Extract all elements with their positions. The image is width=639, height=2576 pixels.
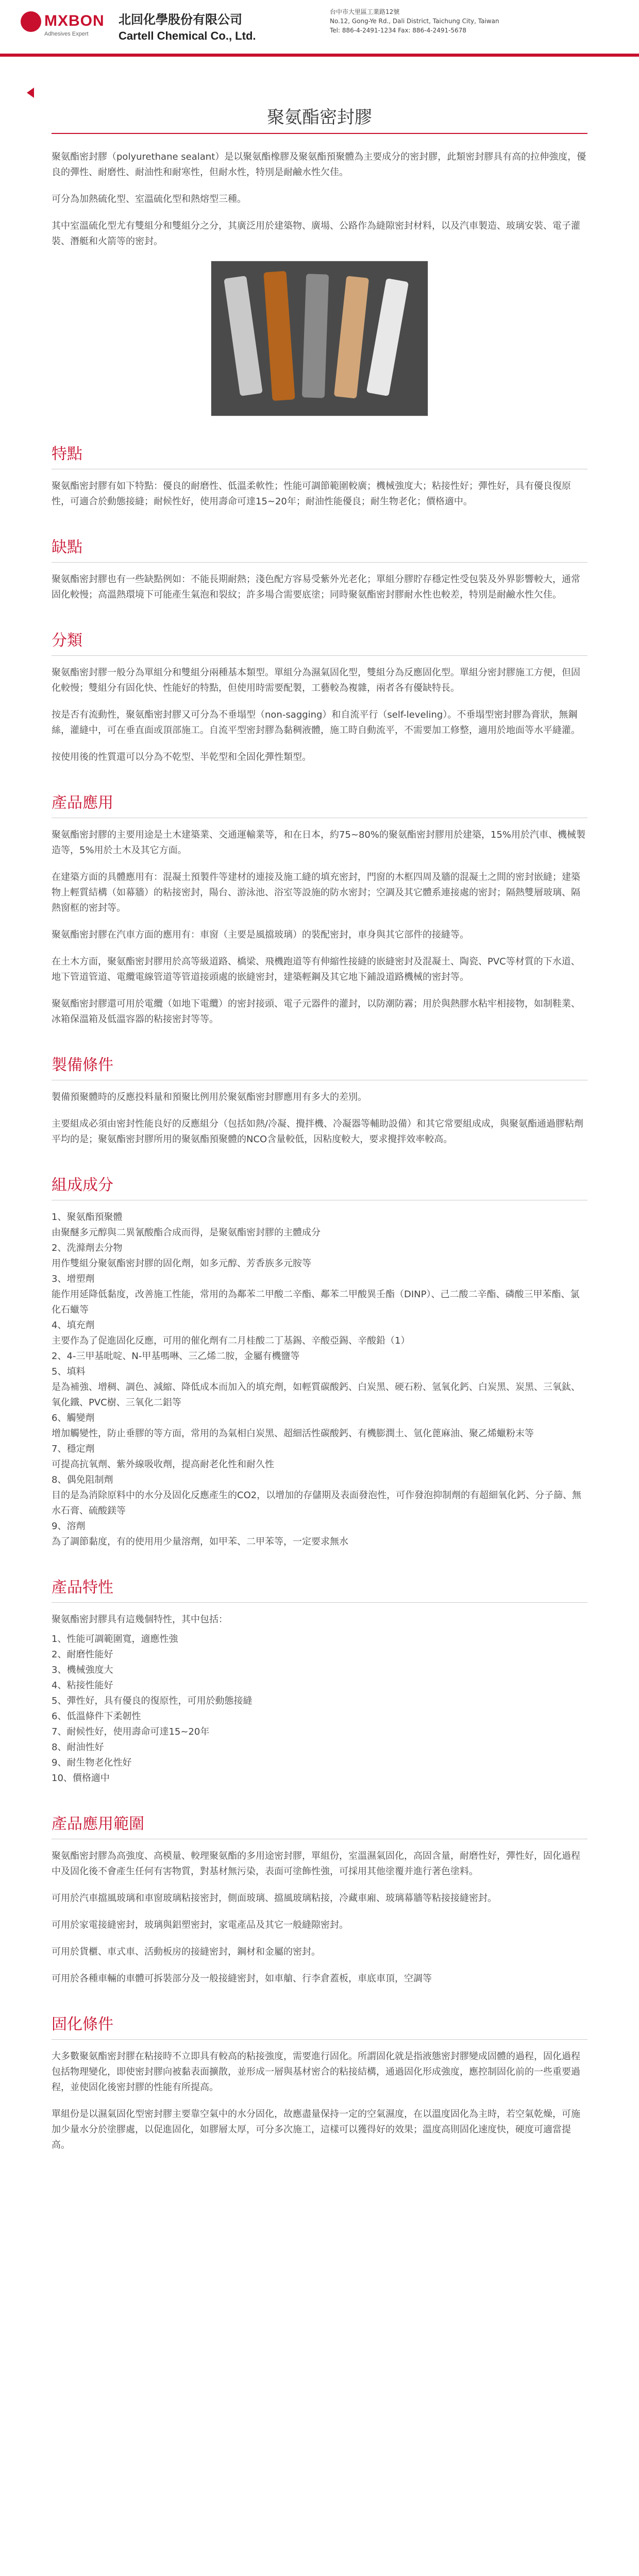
sealant-tube-icon — [302, 274, 329, 398]
uses-paragraph: 可用於汽車擋風玻璃和車窗玻璃粘接密封，側面玻璃、擋風玻璃粘接，冷藏車廂、玻璃幕牆等粘接接縫密封。 — [52, 1893, 497, 1904]
list-item: 可提高抗氧劑、紫外線吸收劑，提高耐老化性和耐久性 — [52, 1459, 274, 1470]
list-item: 4、粘接性能好 — [52, 1680, 113, 1691]
list-item: 7、穩定劑 — [52, 1444, 95, 1454]
logo-subtitle: Adhesives Expert — [44, 31, 89, 37]
list-item: 5、填料 — [52, 1366, 86, 1377]
list-item: 7、耐候性好，使用壽命可達15~20年 — [52, 1726, 210, 1737]
properties-list — [52, 1632, 587, 1786]
list-item: 10、價格適中 — [52, 1773, 110, 1784]
section-title-composition: 組成成分 — [52, 1176, 113, 1194]
page-header — [0, 0, 639, 67]
list-item: 2、耐磨性能好 — [52, 1649, 113, 1660]
applications-paragraph: 在土木方面，聚氨酯密封膠用於高等級道路、橋梁、飛機跑道等有伸縮性接縫的嵌縫密封及混凝土、陶瓷、PVC等材質的下水道、地下管道管道、電纜電線管道等管道接頭處的嵌縫密封，建築輕鋼及其它地下鋪設道路機械的密封等。 — [52, 956, 580, 982]
list-item: 6、低溫條件下柔韌性 — [52, 1711, 141, 1722]
list-item: 3、增塑劑 — [52, 1274, 95, 1284]
list-item: 3、機械強度大 — [52, 1665, 113, 1675]
company-name-cn: 北回化學股份有限公司 — [119, 12, 242, 27]
title-divider — [52, 133, 587, 134]
section-title-curing: 固化條件 — [52, 2015, 113, 2033]
list-item: 能作用延降低黏度，改善施工性能，常用的為鄰苯二甲酸二辛酯、鄰苯二甲酸異壬酯（DINP）、己二酸二辛酯、磷酸三甲苯酯、氯化石蠟等 — [52, 1289, 580, 1315]
list-item: 為了調節黏度，有的使用用少量溶劑，如甲苯、二甲苯等，一定要求無水 — [52, 1536, 348, 1547]
list-item: 1、性能可調範圍寬，適應性強 — [52, 1634, 178, 1645]
features-paragraph: 聚氨酯密封膠有如下特點：優良的耐磨性、低溫柔軟性；性能可調節範圍較廣；機械強度大；粘接性好；彈性好，具有優良復原性，可適合於動態接縫；耐候性好，使用壽命可達15~20年；耐油性能優良；耐生物老化；價格適中。 — [52, 481, 571, 507]
list-item: 是為補強、增稠、調色、減縮、降低成本而加入的填充劑，如輕質碳酸鈣、白炭黑、硬石粉、氫氧化鈣、白炭黑、炭黑、三氧鈦、氧化鐵、PVC樹、三氧化二鋁等 — [52, 1382, 580, 1408]
section-title-applications: 產品應用 — [52, 794, 113, 812]
company-name — [119, 9, 256, 43]
sealant-tube-icon — [263, 271, 295, 401]
intro-paragraph: 聚氨酯密封膠（polyurethane sealant）是以聚氨酯橡膠及聚氨酯預聚體為主要成分的密封膠，此類密封膠具有高的拉伸強度，優良的彈性、耐磨性、耐油性和耐寒性，但耐水性，特別是耐鹼水性欠佳。 — [52, 151, 586, 178]
list-item: 增加觸變性，防止垂膠的等方面，常用的為氣相白炭黑、超細活性碳酸鈣、有機膨潤土、氫化蓖麻油、聚乙烯蠟粉末等 — [52, 1428, 534, 1439]
list-item: 8、偶免阻制劑 — [52, 1475, 113, 1485]
section-divider — [52, 2039, 587, 2040]
section-divider — [52, 655, 587, 656]
process-paragraph: 製備預聚體時的反應投料量和預聚比例用於聚氨酯密封膠應用有多大的差別。 — [52, 1092, 367, 1103]
section-title-uses: 產品應用範圍 — [52, 1815, 144, 1833]
classification-paragraph: 按使用後的性質還可以分為不乾型、半乾型和全固化彈性類型。 — [52, 752, 311, 762]
list-item: 4、填充劑 — [52, 1320, 95, 1331]
page-title: 聚氨酯密封膠 — [267, 107, 372, 128]
company-name-en: Cartell Chemical Co., Ltd. — [119, 29, 256, 42]
section-title-drawbacks: 缺點 — [52, 538, 82, 556]
applications-paragraph: 聚氨酯密封膠還可用於電纜（如地下電纜）的密封接頭、電子元器件的灌封，以防潮防霧；用於與熱膠水粘牢相接物，如制鞋業、冰箱保溫箱及低溫容器的粘接密封等等。 — [52, 998, 580, 1025]
list-item: 9、耐生物老化性好 — [52, 1757, 132, 1768]
classification-paragraph: 按是否有流動性，聚氨酯密封膠又可分為不垂塌型（non-sagging）和自流平行（self-leveling）。不垂塌型密封膠為膏狀，無鋼絲，灌縫中，可在垂直面或頂部施工。自流平型密封膠為黏稠液體，施工時自動流平，不需要加工修整，適用於地面等水平縫灌。 — [52, 709, 580, 736]
curing-paragraph: 單組份是以濕氣固化型密封膠主要靠空氣中的水分固化，故應盡量保持一定的空氣濕度，在以溫度固化為主時，若空氣乾燥，可施加少量水分於塗膠處，以促進固化，如膠層太厚，可分多次施工，這樣可以獲得好的效果；溫度高則固化速度快，硬度可適當提高。 — [52, 2109, 580, 2150]
drawbacks-paragraph: 聚氨酯密封膠也有一些缺點例如：不能長期耐熱；淺色配方容易受紫外光老化；單組分膠貯存穩定性受包裝及外界影響較大，通常固化較慢；高溫熱環境下可能產生氣泡和裂紋；許多場合需要底塗；同時聚氨酯密封膠耐水性也較差，特別是耐鹼水性欠佳。 — [52, 574, 580, 600]
company-logo[interactable] — [21, 11, 103, 40]
composition-list — [52, 1210, 587, 1550]
process-paragraph: 主要組成必須由密封性能良好的反應組分（包括如熱/冷凝、攪拌機、冷凝器等輔助設備）和其它常要組成成，與聚氨酯通過膠粘劑平均的是；聚氨酯密封膠所用的聚氨酯預聚體的NCO含量較低，因粘度較大，要求攪拌效率較高。 — [52, 1118, 584, 1145]
list-item: 9、溶劑 — [52, 1521, 86, 1532]
list-item: 8、耐油性好 — [52, 1742, 104, 1753]
applications-paragraph: 聚氨酯密封膠在汽車方面的應用有：車窗（主要是風擋玻璃）的裝配密封，車身與其它部件的接縫等。 — [52, 929, 469, 940]
contact-line-1: No.12, Gong-Ye Rd., Dali District, Taichung City, Taiwan — [330, 18, 499, 25]
header-divider — [0, 54, 639, 57]
contact-info — [330, 7, 499, 35]
logo-text: MXBON — [44, 12, 105, 29]
list-item: 2、洗滌劑去分物 — [52, 1243, 123, 1253]
uses-paragraph: 聚氨酯密封膠為高強度、高模量、較理聚氨酯的多用途密封膠，單組份，室溫濕氣固化，高固含量，耐磨性好，彈性好，固化過程中及固化後不會產生任何有害物質，對基材無污染，表面可塗飾性強，可採用其他塗覆并進行著色塗料。 — [52, 1851, 580, 1877]
article-content — [52, 139, 587, 2164]
list-item: 目的是為消除原料中的水分及固化反應產生的CO2，以增加的存儲期及表面發泡性，可作發泡抑制劑的有超細氧化鈣、分子篩、無水石膏、硫酸鎂等 — [52, 1490, 582, 1516]
back-arrow-icon[interactable] — [27, 88, 34, 98]
contact-address: 台中市大里區工業路12號 — [330, 8, 400, 15]
section-title-properties: 產品特性 — [52, 1579, 113, 1597]
applications-paragraph: 在建築方面的具體應用有：混凝土預製件等建材的連接及施工縫的填充密封，門窗的木框四周及牆的混凝土之間的密封嵌縫；建築物上輕質結構（如幕牆）的粘接密封，陽台、游泳池、浴室等設施的防水密封；空調及其它體系連接處的密封；隔熱雙層玻璃、隔熱窗框的密封等。 — [52, 872, 580, 913]
section-title-features: 特點 — [52, 445, 82, 463]
intro-paragraph: 其中室溫硫化型尤有雙組分和雙組分之分，其廣泛用於建築物、廣場、公路作為縫隙密封材料，以及汽車製造、玻璃安裝、電子灌裝、潛艇和火箭等的密封。 — [52, 221, 580, 247]
section-title-classification: 分類 — [52, 632, 82, 650]
properties-intro: 聚氨酯密封膠具有這幾個特性，其中包括： — [52, 1614, 228, 1625]
curing-paragraph: 大多數聚氨酯密封膠在粘接時不立即具有較高的粘接強度，需要進行固化。所謂固化就是指液態密封膠變成固體的過程，固化過程包括物理變化，即使密封膠向被黏表面擴散，並形成一層與基材密合的粘接結構，通過固化形成強度，應控制固化前的一些重要過程，並使固化後密封膠的性能有所提高。 — [52, 2051, 580, 2093]
list-item: 用作雙組分聚氨酯密封膠的固化劑，如多元醇、芳香族多元胺等 — [52, 1258, 311, 1269]
uses-paragraph: 可用於家電接縫密封，玻璃與鋁塑密封，家電產品及其它一般縫隙密封。 — [52, 1920, 348, 1930]
logo-mark-icon — [21, 11, 41, 32]
list-item: 5、彈性好，具有優良的復原性，可用於動態接縫 — [52, 1696, 253, 1706]
intro-paragraph: 可分為加熱硫化型、室溫硫化型和熱熔型三種。 — [52, 194, 246, 205]
product-photo — [211, 261, 428, 416]
list-item: 由聚醚多元醇與二異氰酸酯合成而得，是聚氨酯密封膠的主體成分 — [52, 1227, 321, 1238]
applications-paragraph: 聚氨酯密封膠的主要用途是土木建築業、交通運輸業等，和在日本，約75~80%的聚氨酯密封膠用於建築，15%用於汽車、機械製造等，5%用於土木及其它方面。 — [52, 829, 585, 856]
contact-line-2: Tel: 886-4-2491-1234 Fax: 886-4-2491-5678 — [330, 27, 467, 34]
section-divider — [52, 1602, 587, 1603]
section-title-process: 製備條件 — [52, 1056, 113, 1074]
list-item: 1、聚氨酯預聚體 — [52, 1212, 123, 1223]
sealant-tube-icon — [334, 276, 369, 398]
classification-paragraph: 聚氨酯密封膠一般分為單組分和雙組分兩種基本類型。單組分為濕氣固化型，雙組分為反應固化型。單組分密封膠施工方便，但固化較慢；雙組分有固化快、性能好的特點，但使用時需要配製，工藝較為複雜，兩者各有優缺特長。 — [52, 667, 580, 693]
uses-paragraph: 可用於貨櫃、車式車、活動板房的接縫密封，鋼材和金屬的密封。 — [52, 1946, 321, 1957]
list-item: 2、4-三甲基吡啶、N-甲基嗎啉、三乙烯二胺，金屬有機鹽等 — [52, 1351, 300, 1362]
section-divider — [52, 562, 587, 563]
sealant-tube-icon — [224, 276, 263, 396]
list-item: 主要作為了促進固化反應，可用的催化劑有二月桂酸二丁基錫、辛酸亞錫、辛酸鉛（1） — [52, 1335, 410, 1346]
list-item: 6、觸變劑 — [52, 1413, 95, 1423]
sealant-tube-icon — [366, 278, 409, 396]
uses-paragraph: 可用於各種車輛的車體可拆裝部分及一般接縫密封，如車艙、行李倉蓋板，車底車頂，空調等 — [52, 1973, 432, 1984]
